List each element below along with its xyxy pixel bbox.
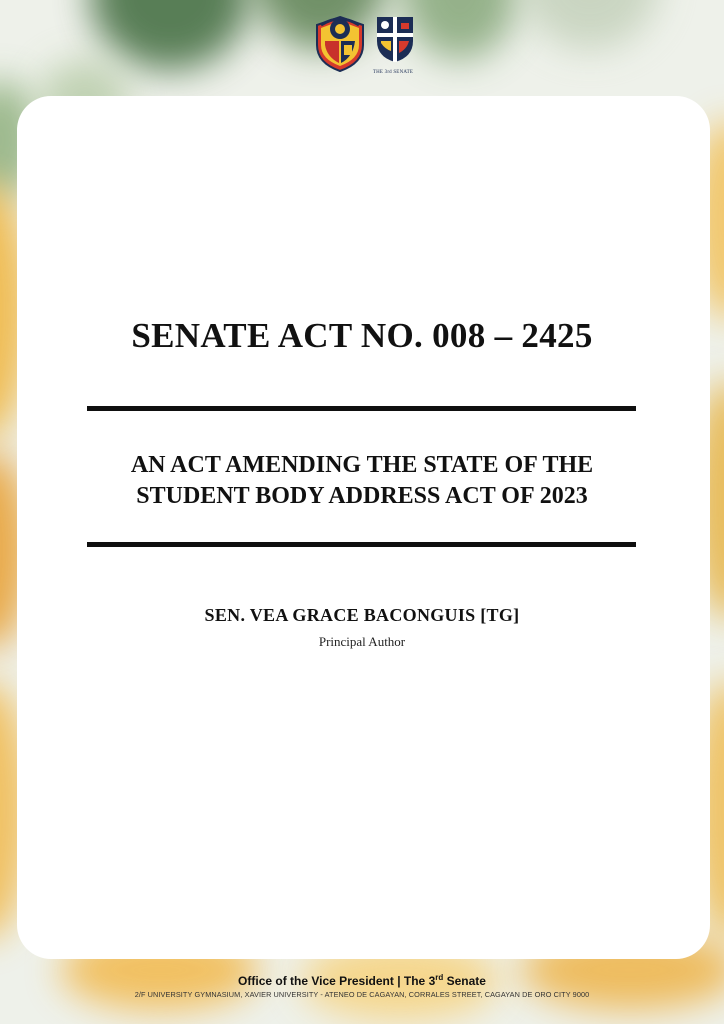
act-number-title: SENATE ACT NO. 008 – 2425 <box>131 316 593 355</box>
divider-bottom <box>87 542 636 547</box>
act-subtitle-line2: STUDENT BODY ADDRESS ACT OF 2023 <box>136 483 588 509</box>
university-seal-icon <box>313 15 367 73</box>
act-subtitle <box>0 450 724 512</box>
header-logos <box>313 15 415 73</box>
footer-address: 2/F UNIVERSITY GYMNASIUM, XAVIER UNIVERSITY - ATENEO DE CAGAYAN, CORRALES STREET, CAGAYAN DE ORO CITY 9000 <box>134 990 590 999</box>
footer-office-prefix: Office of the Vice President | The 3 <box>238 974 436 988</box>
divider-top <box>87 406 636 411</box>
principal-author-name: SEN. VEA GRACE BACONGUIS [TG] <box>204 605 520 625</box>
footer-office-suffix: Senate <box>443 974 486 988</box>
principal-author-role: Principal Author <box>318 634 406 649</box>
senate-shield-icon <box>375 15 415 63</box>
senate-logo-caption: THE 3rd SENATE <box>372 70 414 75</box>
footer-office-line <box>0 973 724 988</box>
footer-office-sup: rd <box>435 973 444 982</box>
act-subtitle-line1: AN ACT AMENDING THE STATE OF THE <box>130 452 594 478</box>
document-card <box>17 96 710 959</box>
